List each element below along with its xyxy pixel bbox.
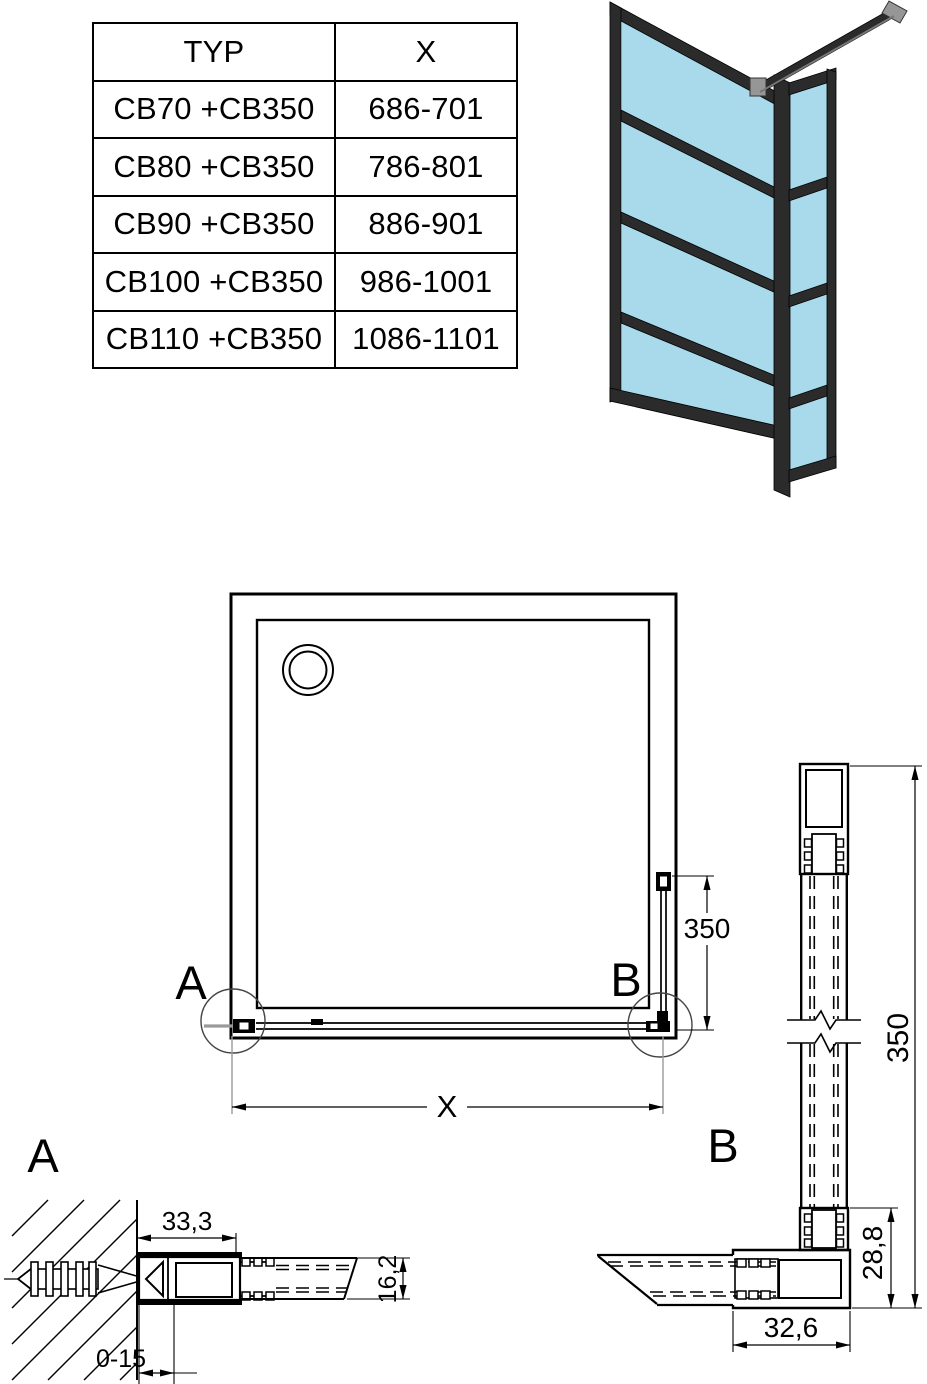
table-header-typ: TYP: [93, 23, 335, 81]
iso-return-glass: [789, 82, 827, 472]
svg-text:16,2: 16,2: [374, 1254, 402, 1304]
x-cell: 986-1001: [335, 253, 517, 311]
detail-view-a: [4, 1129, 410, 1384]
section-label-b: B: [707, 1119, 739, 1172]
plan-dim-x: [232, 1036, 663, 1124]
svg-text:32,6: 32,6: [763, 1312, 819, 1343]
table-header-x: X: [335, 23, 517, 81]
screw-head: [146, 1262, 163, 1296]
break-symbol: [787, 1034, 861, 1052]
x-cell: 686-701: [335, 81, 517, 139]
break-symbol: [787, 1011, 861, 1029]
iso-corner-post: [774, 75, 790, 497]
typ-cell: CB80 +CB350: [93, 138, 335, 196]
drawings: [0, 560, 927, 1384]
svg-text:X: X: [436, 1089, 458, 1124]
svg-text:0-15: 0-15: [95, 1345, 147, 1373]
x-cell: 886-901: [335, 196, 517, 254]
size-table: [92, 22, 518, 369]
table-row: [93, 81, 517, 139]
table-row: [93, 196, 517, 254]
iso-bar-clamp: [750, 78, 766, 96]
section-view-b: [597, 764, 922, 1352]
table-header-row: [93, 23, 517, 81]
svg-text:33,3: 33,3: [161, 1206, 213, 1236]
typ-cell: CB110 +CB350: [93, 311, 335, 369]
section-dim-32-6: [733, 1311, 850, 1352]
plan-tray-outline: [257, 620, 649, 1008]
svg-text:350: 350: [882, 1012, 915, 1064]
drain-circle-inner: [290, 652, 327, 689]
section-dim-28-8: [850, 1208, 898, 1308]
plan-glass-bracket: [311, 1019, 323, 1025]
svg-text:350: 350: [683, 913, 731, 944]
plan-detail-label-b: B: [610, 953, 642, 1006]
isometric-view: [590, 0, 927, 510]
section-channel: [787, 874, 861, 1208]
svg-text:28,8: 28,8: [857, 1225, 888, 1281]
typ-cell: CB90 +CB350: [93, 196, 335, 254]
plan-view: [175, 594, 730, 1124]
x-cell: 786-801: [335, 138, 517, 196]
detail-dim-33-3: [137, 1206, 236, 1258]
typ-cell: CB100 +CB350: [93, 253, 335, 311]
typ-cell: CB70 +CB350: [93, 81, 335, 139]
table-row: [93, 253, 517, 311]
plan-shower-area-outline: [231, 594, 676, 1038]
plan-dim-350: [672, 876, 730, 1030]
detail-label-a: A: [27, 1129, 59, 1182]
table-row: [93, 311, 517, 369]
table-row: [93, 138, 517, 196]
plan-detail-label-a: A: [175, 956, 207, 1009]
x-cell: 1086-1101: [335, 311, 517, 369]
